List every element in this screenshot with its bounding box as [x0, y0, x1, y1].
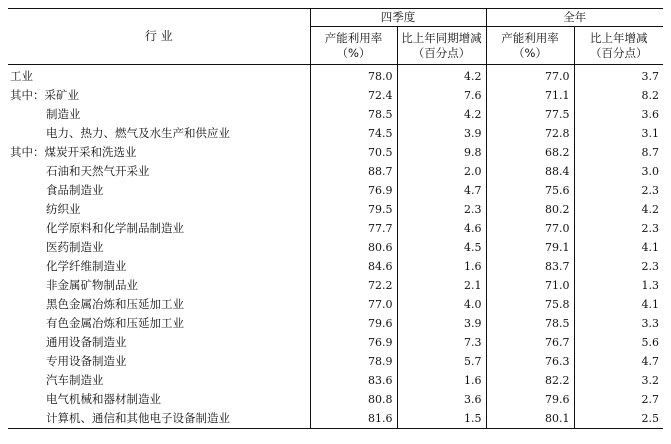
q4-yoy-change: 4.0 — [397, 295, 486, 314]
year-utilization-rate: 71.0 — [486, 276, 574, 295]
row-label: 化学纤维制造业 — [46, 259, 127, 273]
q4-yoy-change: 4.2 — [397, 105, 486, 124]
row-label: 有色金属冶炼和压延加工业 — [46, 316, 184, 330]
table-body — [8, 65, 663, 429]
industry-name — [8, 105, 310, 124]
q4-yoy-change: 2.0 — [397, 162, 486, 181]
industry-name — [8, 162, 310, 181]
q4-utilization-rate: 77.0 — [310, 295, 397, 314]
q4-yoy-change: 7.3 — [397, 333, 486, 352]
row-prefix: 其中： — [10, 88, 45, 102]
q4-utilization-rate: 84.6 — [310, 257, 397, 276]
industry-name — [8, 124, 310, 143]
row-label: 化学原料和化学制品制造业 — [46, 221, 184, 235]
q4-utilization-rate: 74.5 — [310, 124, 397, 143]
table-row — [8, 200, 663, 219]
q4-utilization-rate: 80.6 — [310, 238, 397, 257]
row-label: 黑色金属冶炼和压延加工业 — [46, 297, 184, 311]
row-label: 专用设备制造业 — [46, 354, 127, 368]
q4-utilization-rate: 79.6 — [310, 314, 397, 333]
year-utilization-rate-header: 产能利用率 （%） — [486, 27, 574, 65]
row-label: 汽车制造业 — [46, 373, 104, 387]
industry-name — [8, 295, 310, 314]
year-yoy-change: 2.5 — [574, 409, 663, 429]
year-utilization-rate: 77.5 — [486, 105, 574, 124]
q4-yoy-change: 5.7 — [397, 352, 486, 371]
table-row — [8, 105, 663, 124]
industry-name — [8, 200, 310, 219]
year-utilization-rate: 88.4 — [486, 162, 574, 181]
year-yoy-change: 5.6 — [574, 333, 663, 352]
table-row — [8, 390, 663, 409]
row-label: 非金属矿物制品业 — [46, 278, 138, 292]
row-label: 制造业 — [46, 107, 81, 121]
table-row — [8, 124, 663, 143]
table-row — [8, 352, 663, 371]
year-yoy-change: 1.3 — [574, 276, 663, 295]
table-row — [8, 371, 663, 390]
q4-utilization-rate: 70.5 — [310, 143, 397, 162]
row-label: 煤炭开采和洗选业 — [44, 145, 137, 159]
q4-utilization-rate: 72.4 — [310, 86, 397, 105]
q4-yoy-change: 1.6 — [397, 257, 486, 276]
year-yoy-change: 4.1 — [574, 295, 663, 314]
table-row — [8, 238, 663, 257]
year-utilization-rate: 78.5 — [486, 314, 574, 333]
q4-utilization-rate: 80.8 — [310, 390, 397, 409]
row-label: 采矿业 — [44, 88, 79, 102]
row-label: 计算机、通信和其他电子设备制造业 — [46, 411, 230, 425]
row-label: 医药制造业 — [46, 240, 104, 254]
row-label: 石油和天然气开采业 — [46, 164, 150, 178]
q4-utilization-rate: 83.6 — [310, 371, 397, 390]
year-utilization-rate: 68.2 — [486, 143, 574, 162]
table-row — [8, 181, 663, 200]
row-label: 电气机械和器材制造业 — [46, 392, 161, 406]
year-yoy-change: 8.2 — [574, 86, 663, 105]
year-yoy-change: 4.2 — [574, 200, 663, 219]
table-row — [8, 143, 663, 162]
table-row — [8, 314, 663, 333]
year-utilization-rate: 76.7 — [486, 333, 574, 352]
year-utilization-rate: 76.3 — [486, 352, 574, 371]
year-yoy-change: 2.3 — [574, 181, 663, 200]
table-row — [8, 257, 663, 276]
year-utilization-rate: 80.2 — [486, 200, 574, 219]
year-yoy-change: 3.7 — [574, 65, 663, 87]
q4-utilization-rate: 81.6 — [310, 409, 397, 429]
industry-name — [8, 181, 310, 200]
q4-yoy-change: 3.9 — [397, 124, 486, 143]
year-header: 全年 — [486, 9, 663, 27]
q4-utilization-rate: 78.9 — [310, 352, 397, 371]
q4-yoy-change-header: 比上年同期增减 （百分点） — [397, 27, 486, 65]
q4-utilization-rate: 77.7 — [310, 219, 397, 238]
industry-name — [8, 409, 310, 429]
q4-yoy-change: 2.3 — [397, 200, 486, 219]
industry-name — [8, 371, 310, 390]
table-row — [8, 409, 663, 429]
year-utilization-rate: 80.1 — [486, 409, 574, 429]
q4-utilization-rate: 78.5 — [310, 105, 397, 124]
industry-name — [8, 143, 310, 162]
year-utilization-rate: 82.2 — [486, 371, 574, 390]
industry-name — [8, 390, 310, 409]
q4-header: 四季度 — [310, 9, 486, 27]
row-label: 工业 — [10, 69, 33, 83]
q4-utilization-rate: 79.5 — [310, 200, 397, 219]
row-label: 食品制造业 — [46, 183, 104, 197]
capacity-utilization-table-container — [8, 8, 663, 429]
table-row — [8, 219, 663, 238]
q4-utilization-rate: 76.9 — [310, 181, 397, 200]
industry-name — [8, 65, 310, 87]
year-yoy-change: 3.6 — [574, 105, 663, 124]
year-utilization-rate: 77.0 — [486, 65, 574, 87]
q4-utilization-rate: 78.0 — [310, 65, 397, 87]
industry-name — [8, 238, 310, 257]
year-yoy-change: 8.7 — [574, 143, 663, 162]
q4-yoy-change: 1.6 — [397, 371, 486, 390]
year-yoy-change-header: 比上年增减 （百分点） — [574, 27, 663, 65]
q4-utilization-rate: 76.9 — [310, 333, 397, 352]
year-utilization-rate: 79.1 — [486, 238, 574, 257]
industry-name — [8, 333, 310, 352]
table-row — [8, 65, 663, 87]
row-label: 电力、热力、燃气及水生产和供应业 — [46, 126, 230, 140]
year-utilization-rate: 79.6 — [486, 390, 574, 409]
table-row — [8, 295, 663, 314]
q4-utilization-rate: 88.7 — [310, 162, 397, 181]
q4-yoy-change: 2.1 — [397, 276, 486, 295]
q4-yoy-change: 3.6 — [397, 390, 486, 409]
industry-name — [8, 219, 310, 238]
industry-name — [8, 257, 310, 276]
q4-yoy-change: 4.5 — [397, 238, 486, 257]
q4-utilization-rate: 72.2 — [310, 276, 397, 295]
table-header — [8, 9, 663, 65]
year-yoy-change: 4.7 — [574, 352, 663, 371]
year-yoy-change: 2.7 — [574, 390, 663, 409]
year-yoy-change: 3.1 — [574, 124, 663, 143]
year-yoy-change: 4.1 — [574, 238, 663, 257]
year-yoy-change: 3.2 — [574, 371, 663, 390]
q4-yoy-change: 4.7 — [397, 181, 486, 200]
industry-name — [8, 314, 310, 333]
industry-name — [8, 352, 310, 371]
table-row — [8, 162, 663, 181]
year-yoy-change: 3.3 — [574, 314, 663, 333]
table-row — [8, 86, 663, 105]
year-yoy-change: 3.0 — [574, 162, 663, 181]
year-yoy-change: 2.3 — [574, 219, 663, 238]
q4-yoy-change: 1.5 — [397, 409, 486, 429]
row-prefix: 其中： — [10, 145, 45, 159]
q4-yoy-change: 9.8 — [397, 143, 486, 162]
row-label: 纺织业 — [46, 202, 81, 216]
q4-yoy-change: 4.6 — [397, 219, 486, 238]
year-utilization-rate: 71.1 — [486, 86, 574, 105]
table-row — [8, 276, 663, 295]
q4-yoy-change: 3.9 — [397, 314, 486, 333]
q4-utilization-rate-header: 产能利用率 （%） — [310, 27, 397, 65]
industry-name — [8, 86, 310, 105]
year-utilization-rate: 72.8 — [486, 124, 574, 143]
table-row — [8, 333, 663, 352]
q4-yoy-change: 4.2 — [397, 65, 486, 87]
row-label: 通用设备制造业 — [46, 335, 127, 349]
year-utilization-rate: 83.7 — [486, 257, 574, 276]
q4-yoy-change: 7.6 — [397, 86, 486, 105]
year-utilization-rate: 75.6 — [486, 181, 574, 200]
industry-name — [8, 276, 310, 295]
industry-header: 行 业 — [8, 9, 310, 65]
year-utilization-rate: 75.8 — [486, 295, 574, 314]
year-utilization-rate: 77.0 — [486, 219, 574, 238]
capacity-utilization-table — [8, 8, 663, 429]
year-yoy-change: 2.3 — [574, 257, 663, 276]
